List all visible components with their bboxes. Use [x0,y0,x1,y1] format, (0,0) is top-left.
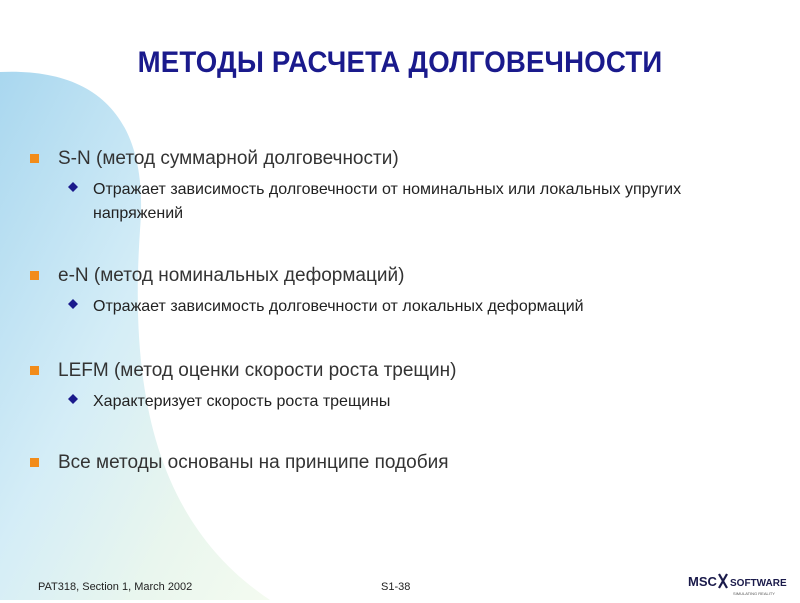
diamond-bullet-icon [68,394,78,404]
bullet-sn [30,148,770,226]
sub-bullet-text: Отражает зависимость долговечности от номинальных или локальных упругих напряжений [93,181,682,222]
bullet-text: e-N (метод номинальных деформаций) [58,265,405,286]
bullet-text: LEFM (метод оценки скорости роста трещин) [58,360,457,381]
square-bullet-icon [30,271,39,280]
slide-title: МЕТОДЫ РАСЧЕТА ДОЛГОВЕЧНОСТИ [137,46,663,79]
msc-software-logo-graphic [686,570,794,598]
bullet-text: S-N (метод суммарной долговечности) [58,148,399,169]
sub-bullet-text: Характеризует скорость роста трещины [93,393,391,410]
footer-course-info: PAT318, Section 1, March 2002 [38,581,193,593]
footer-page-number: S1-38 [381,581,411,593]
logo-tagline: SIMULATING REALITY [733,591,775,596]
bullet-text: Все методы основаны на принципе подобия [58,452,449,473]
logo-x-mark [719,574,727,588]
msc-software-logo [686,570,794,603]
diamond-bullet-icon [68,299,78,309]
bullet-similarity [30,452,770,474]
sub-bullet-text: Отражает зависимость долговечности от локальных деформаций [93,298,584,315]
bullet-lefm [30,360,770,414]
bullet-en [30,265,770,319]
square-bullet-icon [30,154,39,163]
diamond-bullet-icon [68,182,78,192]
square-bullet-icon [30,458,39,467]
logo-text-left: MSC [688,574,717,589]
logo-text-right: SOFTWARE [730,578,787,589]
square-bullet-icon [30,366,39,375]
